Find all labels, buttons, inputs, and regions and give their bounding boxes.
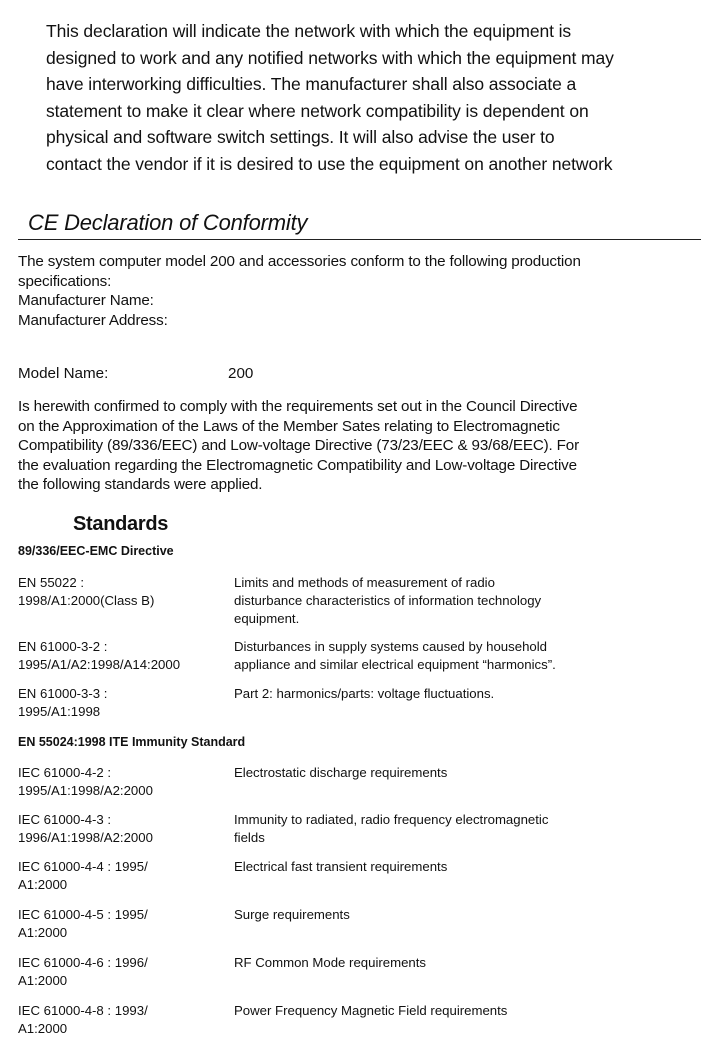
standard-code bbox=[18, 906, 228, 942]
standard-code-line: IEC 61000-4-4 : 1995/ bbox=[18, 859, 148, 874]
standard-desc-line: disturbance characteristics of information technology bbox=[234, 593, 542, 608]
standard-desc-line: Surge requirements bbox=[234, 907, 350, 922]
standard-code bbox=[18, 1002, 228, 1038]
intro-line: statement to make it clear where network compatibility is dependent on bbox=[46, 100, 589, 121]
standard-desc-line: Electrical fast transient requirements bbox=[234, 859, 448, 874]
standard-desc-line: equipment. bbox=[234, 611, 300, 626]
intro-line: physical and software switch settings. It will also advise the user to bbox=[46, 127, 555, 147]
standard-desc-line: fields bbox=[234, 830, 265, 845]
model-name-value: 200 bbox=[228, 365, 254, 382]
standard-description bbox=[234, 858, 654, 876]
standard-desc-line: Part 2: harmonics/parts: voltage fluctuations. bbox=[234, 686, 495, 701]
standard-code-line: 1998/A1:2000(Class B) bbox=[18, 593, 155, 608]
standard-code-line: 1995/A1:1998 bbox=[18, 704, 101, 719]
ce-declaration-heading: CE Declaration of Conformity bbox=[28, 210, 308, 235]
standard-code-line: A1:2000 bbox=[18, 1021, 68, 1036]
standards-heading: Standards bbox=[73, 513, 169, 535]
standard-code bbox=[18, 811, 228, 847]
standard-desc-line: Limits and methods of measurement of radio bbox=[234, 575, 495, 590]
standard-description bbox=[234, 638, 654, 674]
model-name-row bbox=[18, 364, 254, 384]
standard-description bbox=[234, 574, 654, 628]
standard-code bbox=[18, 638, 228, 674]
standard-code-line: A1:2000 bbox=[18, 925, 68, 940]
standard-code bbox=[18, 764, 228, 800]
standard-code-line: EN 61000-3-3 : bbox=[18, 686, 108, 701]
standard-code bbox=[18, 954, 228, 990]
confirmation-line: on the Approximation of the Laws of the Member Sates relating to Electromagnetic bbox=[18, 417, 560, 435]
standard-desc-line: Electrostatic discharge requirements bbox=[234, 765, 448, 780]
intro-paragraph bbox=[46, 18, 706, 177]
confirmation-paragraph bbox=[18, 397, 708, 495]
standard-code-line: A1:2000 bbox=[18, 973, 68, 988]
standard-description bbox=[234, 1002, 654, 1020]
manufacturer-name-label: Manufacturer Name: bbox=[18, 292, 154, 309]
confirmation-line: Is herewith confirmed to comply with the requirements set out in the Council Directive bbox=[18, 398, 578, 415]
intro-line: contact the vendor if it is desired to use the equipment on another network bbox=[46, 153, 613, 174]
immunity-standard-heading: EN 55024:1998 ITE Immunity Standard bbox=[18, 735, 246, 749]
conformity-line: specifications: bbox=[18, 272, 112, 290]
standard-code-line: EN 61000-3-2 : bbox=[18, 639, 108, 654]
heading-divider bbox=[18, 239, 701, 240]
standard-code bbox=[18, 858, 228, 894]
standard-desc-line: Immunity to radiated, radio frequency electromagnetic bbox=[234, 812, 549, 827]
standard-code-line: IEC 61000-4-8 : 1993/ bbox=[18, 1003, 148, 1018]
standard-description bbox=[234, 954, 654, 972]
standard-description bbox=[234, 764, 654, 782]
intro-line: This declaration will indicate the network with which the equipment is bbox=[46, 21, 572, 41]
intro-line: have interworking difficulties. The manufacturer shall also associate a bbox=[46, 74, 577, 94]
standard-code-line: 1995/A1/A2:1998/A14:2000 bbox=[18, 657, 181, 672]
standard-code bbox=[18, 574, 228, 610]
model-name-label: Model Name: bbox=[18, 365, 109, 382]
confirmation-line: Compatibility (89/336/EEC) and Low-voltage Directive (73/23/EEC & 93/68/EEC). For bbox=[18, 437, 580, 454]
standard-code-line: 1996/A1:1998/A2:2000 bbox=[18, 830, 153, 845]
standard-code-line: 1995/A1:1998/A2:2000 bbox=[18, 783, 153, 798]
standard-code-line: A1:2000 bbox=[18, 877, 68, 892]
standard-desc-line: Disturbances in supply systems caused by household bbox=[234, 639, 548, 654]
standard-desc-line: Power Frequency Magnetic Field requirements bbox=[234, 1003, 508, 1018]
standard-code-line: IEC 61000-4-5 : 1995/ bbox=[18, 907, 148, 922]
standard-desc-line: RF Common Mode requirements bbox=[234, 955, 427, 970]
standard-description bbox=[234, 906, 654, 924]
emc-directive-heading: 89/336/EEC-EMC Directive bbox=[18, 544, 174, 558]
standard-code-line: IEC 61000-4-2 : bbox=[18, 765, 112, 780]
standard-code-line: IEC 61000-4-6 : 1996/ bbox=[18, 955, 148, 970]
manufacturer-address-label: Manufacturer Address: bbox=[18, 311, 168, 329]
intro-line: designed to work and any notified networks with which the equipment may bbox=[46, 47, 614, 68]
standard-desc-line: appliance and similar electrical equipment “harmonics”. bbox=[234, 657, 556, 672]
standard-code bbox=[18, 685, 228, 721]
standard-description bbox=[234, 685, 654, 703]
standard-code-line: IEC 61000-4-3 : bbox=[18, 812, 112, 827]
conformity-statement bbox=[18, 252, 708, 330]
confirmation-line: the evaluation regarding the Electromagnetic Compatibility and Low-voltage Directive bbox=[18, 456, 577, 474]
confirmation-line: the following standards were applied. bbox=[18, 476, 263, 493]
conformity-line: The system computer model 200 and accessories conform to the following production bbox=[18, 253, 581, 270]
standard-code-line: EN 55022 : bbox=[18, 575, 84, 590]
standard-description bbox=[234, 811, 654, 847]
